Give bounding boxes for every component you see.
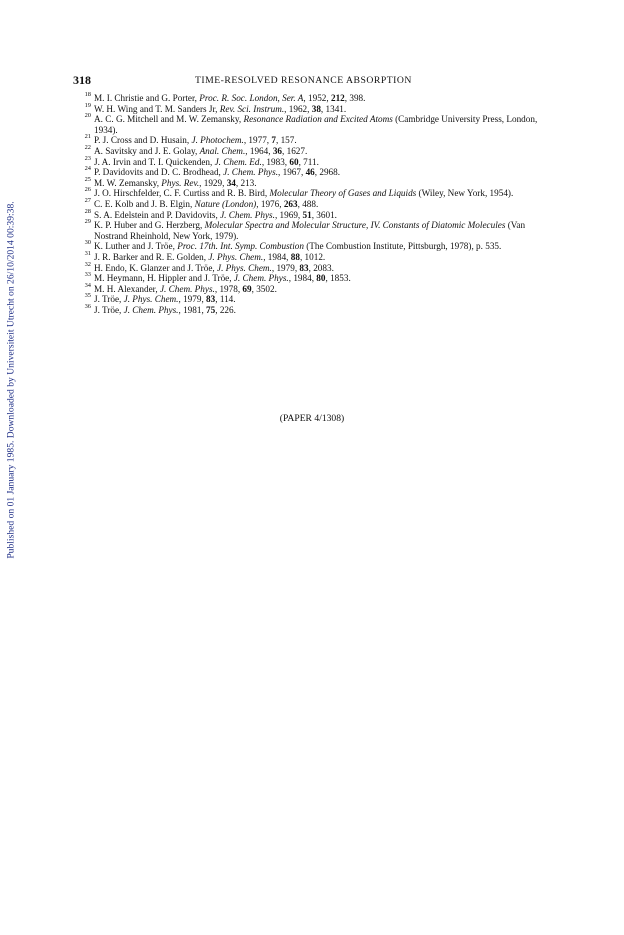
reference-text: , 1976, [256, 198, 284, 209]
reference-number: 30 [84, 239, 91, 247]
reference-source: Molecular Spectra and Molecular Structure, IV. Constants of Diatomic Molecules [204, 220, 506, 231]
reference-list [80, 93, 550, 315]
reference-text: , 1978, [214, 283, 243, 294]
reference-source: Phys. Rev. [161, 177, 200, 188]
reference-text: , 3601. [311, 209, 337, 220]
reference-source: J. Photochem. [191, 135, 244, 146]
reference-number: 26 [84, 186, 91, 194]
reference-number: 33 [84, 271, 91, 279]
reference-text: K. P. Huber and G. Herzberg, [94, 220, 205, 231]
reference-volume: 38 [311, 103, 321, 114]
reference-text: , 1341. [320, 103, 347, 114]
reference-text: , 3502. [251, 283, 277, 294]
reference-text: , 711. [298, 156, 319, 167]
reference-source: Molecular Theory of Gases and Liquids [269, 188, 417, 199]
reference-text: , 2968. [314, 167, 341, 178]
reference-source: Resonance Radiation and Excited Atoms [243, 114, 393, 125]
reference-source: Rev. Sci. Instrum. [219, 103, 285, 114]
reference-text: , 488. [297, 198, 319, 209]
reference-text: A. Savitsky and J. E. Golay, [94, 145, 200, 156]
reference-text: M. Heymann, H. Hippler and J. Tröe, [94, 273, 234, 284]
reference-source: J. Phys. Chem. [208, 251, 264, 262]
reference-number: 21 [84, 133, 91, 141]
reference-source: J. Chem. Phys. [233, 273, 289, 284]
reference-number: 18 [84, 91, 91, 98]
reference-text: , 1967, [278, 167, 306, 178]
reference-item [80, 260, 550, 274]
reference-text: (Wiley, New York, 1954). [416, 188, 514, 199]
reference-item [80, 207, 550, 221]
reference-text: , 1981, [178, 304, 207, 315]
reference-text: K. Luther and J. Tröe, [94, 241, 178, 252]
reference-number: 28 [84, 207, 91, 215]
reference-text: A. C. G. Mitchell and M. W. Zemansky, [94, 114, 244, 125]
reference-item [80, 294, 550, 305]
reference-text: , 1977, [243, 135, 272, 146]
reference-volume: 46 [305, 167, 315, 178]
reference-text: J. Tröe, [94, 294, 124, 305]
reference-text: , 157. [275, 135, 297, 146]
reference-number: 32 [84, 260, 91, 268]
reference-item [80, 302, 550, 316]
reference-item [80, 167, 550, 178]
reference-text: , 1952, [303, 93, 331, 103]
reference-volume: 36 [272, 145, 282, 156]
reference-source: J. Chem. Phys. [159, 283, 215, 294]
reference-number: 29 [84, 218, 91, 226]
reference-volume: 75 [206, 304, 216, 315]
reference-text: M. H. Alexander, [94, 283, 160, 294]
reference-text: P. J. Cross and D. Husain, [94, 135, 192, 146]
reference-text: , 1984, [263, 251, 291, 262]
reference-number: 22 [84, 143, 91, 151]
reference-item [80, 154, 550, 168]
reference-item [80, 249, 550, 263]
reference-text: W. H. Wing and T. M. Sanders Jr, [94, 103, 220, 114]
reference-volume: 80 [316, 273, 326, 284]
reference-number: 35 [84, 292, 91, 300]
reference-volume: 83 [299, 262, 309, 273]
reference-source: Anal. Chem. [199, 145, 246, 156]
reference-number: 23 [84, 154, 91, 162]
download-notice-text: Published on 01 January 1985. Downloaded by Universiteit Utrecht on 26/10/2014 00:39:38. [5, 201, 17, 559]
reference-text: (Van Nostrand Rheinhold, New York, 1979). [94, 220, 526, 241]
reference-number: 19 [84, 101, 91, 109]
reference-volume: 263 [283, 198, 298, 209]
reference-text: J. R. Barker and R. E. Golden, [94, 251, 209, 262]
reference-source: J. Phys. Chem. [123, 294, 179, 305]
reference-text: M. W. Zemansky, [94, 177, 162, 188]
reference-item [80, 135, 550, 146]
reference-item [80, 220, 550, 241]
reference-text: , 1627. [282, 145, 308, 156]
reference-text: , 1012. [299, 251, 326, 262]
reference-text: , 1979, [178, 294, 207, 305]
reference-item [80, 281, 550, 295]
reference-number: 34 [84, 281, 91, 289]
reference-text: , 2083. [308, 262, 334, 273]
reference-volume: 83 [206, 294, 216, 305]
reference-text: (The Combustion Institute, Pittsburgh, 1978), p. 535. [303, 241, 502, 252]
reference-text: , 1983, [261, 156, 290, 167]
reference-text: , 1853. [325, 273, 351, 284]
reference-text: J. A. Irvin and T. I. Quickenden, [94, 156, 215, 167]
reference-item [80, 273, 550, 284]
reference-number: 36 [84, 302, 91, 310]
reference-volume: 60 [289, 156, 299, 167]
reference-source: J. Chem. Phys. [123, 304, 179, 315]
reference-item [80, 175, 550, 189]
reference-source: J. Phys. Chem. [217, 262, 272, 273]
reference-text: C. E. Kolb and J. B. Elgin, [94, 198, 195, 209]
reference-number: 20 [84, 112, 91, 120]
reference-number: 25 [84, 175, 91, 183]
reference-text: , 1962, [284, 103, 312, 114]
reference-text: H. Endo, K. Glanzer and J. Tröe, [94, 262, 217, 273]
reference-source: J. Chem. Phys. [220, 209, 275, 220]
reference-text: P. Davidovits and D. C. Brodhead, [94, 167, 224, 178]
reference-item [80, 196, 550, 210]
reference-text: M. I. Christie and G. Porter, [94, 93, 200, 103]
reference-text: J. Tröe, [94, 304, 124, 315]
reference-text: (Cambridge University Press, London, 1934). [94, 114, 538, 135]
paper-id: (PAPER 4/1308) [279, 413, 345, 424]
reference-text: S. A. Edelstein and P. Davidovits, [94, 209, 221, 220]
reference-item [80, 241, 550, 252]
reference-text: , 1929, [199, 177, 227, 188]
reference-item [80, 114, 550, 135]
reference-text: , 226. [215, 304, 236, 315]
running-title: TIME-RESOLVED RESONANCE ABSORPTION [195, 75, 412, 86]
reference-number: 24 [84, 165, 91, 173]
reference-text: , 213. [235, 177, 257, 188]
reference-volume: 51 [302, 209, 312, 220]
reference-volume: 7 [271, 135, 276, 146]
reference-text: , 1964, [245, 145, 273, 156]
reference-source: Proc. 17th. Int. Symp. Combustion [177, 241, 304, 252]
page-number: 318 [73, 73, 91, 87]
reference-volume: 212 [330, 93, 345, 103]
reference-source: J. Chem. Phys. [223, 167, 278, 178]
reference-text: , 398. [344, 93, 366, 103]
reference-volume: 69 [242, 283, 252, 294]
reference-item [80, 143, 550, 157]
reference-source: J. Chem. Ed. [214, 156, 262, 167]
reference-text: J. O. Hirschfelder, C. F. Curtiss and R. B. Bird, [94, 188, 270, 199]
reference-text: , 1979, [271, 262, 300, 273]
reference-item [80, 188, 550, 199]
reference-item [80, 93, 550, 104]
reference-volume: 88 [290, 251, 300, 262]
reference-text: , 1984, [288, 273, 317, 284]
reference-source: Proc. R. Soc. London, Ser. A [199, 93, 304, 103]
reference-text: , 114. [215, 294, 236, 305]
reference-text: , 1969, [274, 209, 303, 220]
reference-volume: 34 [226, 177, 236, 188]
reference-number: 27 [84, 196, 91, 204]
reference-source: Nature (London) [194, 198, 257, 209]
download-notice [3, 150, 19, 610]
reference-item [80, 101, 550, 115]
reference-number: 31 [84, 249, 91, 257]
